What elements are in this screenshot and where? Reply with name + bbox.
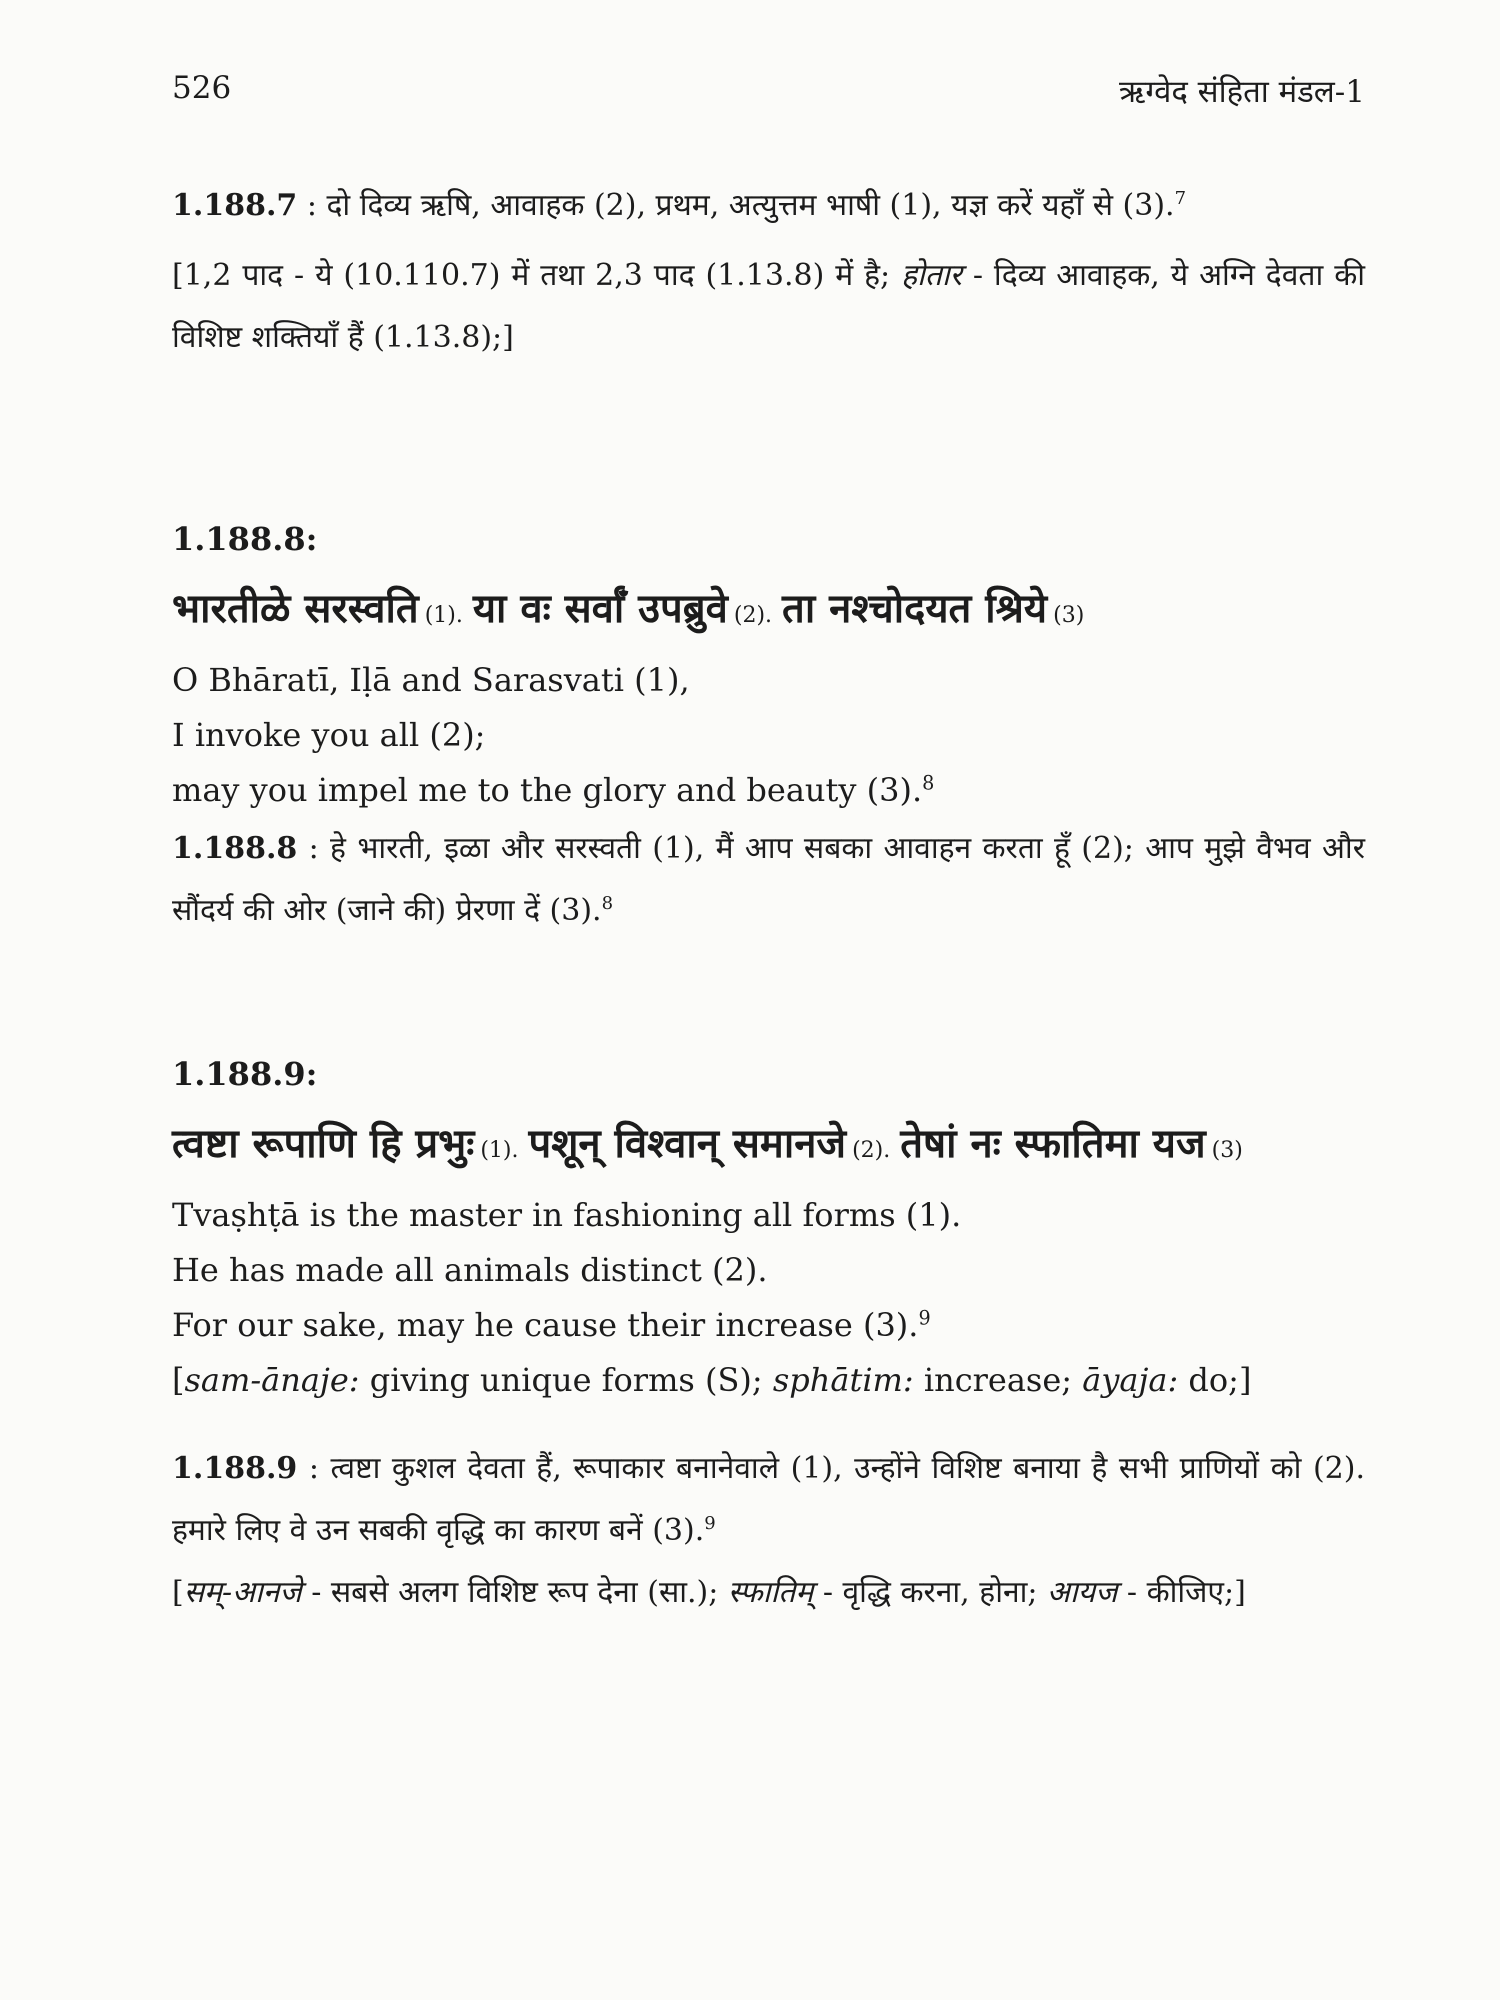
gloss-def: - वृद्धि करना, होना; <box>822 1575 1038 1610</box>
sanskrit-pada-2: या वः सर्वाँ उपब्रुवे <box>472 585 728 632</box>
gloss-def: do;] <box>1188 1361 1252 1399</box>
pada-marker: (1). <box>480 1138 519 1163</box>
english-line: He has made all animals distinct (2). <box>172 1251 768 1289</box>
verse-7-note <box>172 245 1365 369</box>
verse-8-hindi <box>172 818 1365 942</box>
sanskrit-pada-1: भारतीळे सरस्वति <box>172 585 419 632</box>
english-line: I invoke you all (2); <box>172 716 486 754</box>
english-glossary: [sam-ānaje: giving unique forms (S); sphātim: increase; āyaja: do;] <box>172 1361 1252 1399</box>
gloss-def: - कीजिए;] <box>1126 1575 1246 1610</box>
verse-9-heading: 1.188.9: <box>172 1055 318 1093</box>
running-title: ऋग्वेद संहिता मंडल-1 <box>1118 74 1365 110</box>
footnote-marker: 8 <box>601 893 614 914</box>
sanskrit-pada-3: तेषां नः स्फातिमा यज <box>900 1120 1206 1167</box>
english-line: Tvaṣhṭā is the master in fashioning all forms (1). <box>172 1196 962 1234</box>
verse-9-hindi <box>172 1438 1365 1562</box>
pada-marker: (2). <box>733 603 773 628</box>
gloss-def: increase; <box>923 1361 1073 1399</box>
verse-ref: 1.188.9 <box>172 1451 298 1486</box>
note-text: - दिव्य आवाहक, ये अग्नि देवता की विशिष्ट शक्तियाँ हैं (1.13.8);] <box>172 258 1365 355</box>
verse-9-sanskrit <box>172 1107 1365 1188</box>
verse-ref: 1.188.7 <box>172 188 298 223</box>
hindi-translation: : हे भारती, इळा और सरस्वती (1), मैं आप सबका आवाहन करता हूँ (2); आप मुझे वैभव और सौंदर्य की ओर (जाने की) प्रेरणा दें (3). <box>172 831 1365 928</box>
gloss-term: आयज <box>1047 1575 1118 1610</box>
footnote-marker: 9 <box>918 1306 931 1330</box>
gloss-term: āyaja: <box>1082 1361 1179 1399</box>
footnote-marker: 7 <box>1174 188 1187 209</box>
verse-9-section <box>172 1055 1365 1624</box>
sanskrit-pada-2: पशून् विश्वान् समानजे <box>528 1120 847 1167</box>
pada-marker: (3) <box>1053 603 1085 628</box>
gloss-term: sphātim: <box>772 1361 914 1399</box>
page-header <box>172 70 1365 120</box>
english-text: may you impel me to the glory and beauty (3). <box>172 771 923 809</box>
sanskrit-pada-1: त्वष्टा रूपाणि हि प्रभुः <box>172 1120 475 1167</box>
verse-7-hindi <box>172 175 1365 237</box>
verse-8-section <box>172 520 1365 942</box>
footnote-marker: 9 <box>704 1513 716 1534</box>
english-line: O Bhāratī, Iḷā and Sarasvati (1), <box>172 661 690 699</box>
note-text: [1,2 पाद - ये (10.110.7) में तथा 2,3 पाद (1.13.8) में है; <box>172 258 891 293</box>
hindi-glossary: [सम्-आनजे - सबसे अलग विशिष्ट रूप देना (सा.); स्फातिम् - वृद्धि करना, होना; आयज - कीजिए;] <box>172 1575 1246 1610</box>
note-term: होतार <box>901 258 962 293</box>
gloss-def: giving unique forms (S); <box>369 1361 763 1399</box>
verse-7-section <box>172 175 1365 369</box>
english-text: For our sake, may he cause their increase (3). <box>172 1306 919 1344</box>
gloss-def: - सबसे अलग विशिष्ट रूप देना (सा.); <box>311 1575 719 1610</box>
pada-marker: (1). <box>424 603 463 628</box>
english-line <box>172 763 1365 818</box>
pada-marker: (3) <box>1211 1138 1243 1163</box>
english-line <box>172 1298 1365 1353</box>
verse-8-heading: 1.188.8: <box>172 520 318 558</box>
gloss-term: sam-ānaje: <box>184 1361 360 1399</box>
verse-8-sanskrit <box>172 572 1365 653</box>
page-number: 526 <box>172 70 232 106</box>
hindi-translation: : दो दिव्य ऋषि, आवाहक (2), प्रथम, अत्युत्तम भाषी (1), यज्ञ करें यहाँ से (3). <box>306 188 1175 223</box>
footnote-marker: 8 <box>922 771 935 795</box>
hindi-translation: : त्वष्टा कुशल देवता हैं, रूपाकार बनानेवाले (1), उन्होंने विशिष्ट बनाया है सभी प्राणियों को (2). हमारे लिए वे उन सबकी वृद्धि का कारण बनें (3). <box>172 1451 1365 1548</box>
gloss-term: स्फातिम् <box>727 1575 814 1610</box>
sanskrit-pada-3: ता नश्चोदयत श्रिये <box>782 585 1048 632</box>
verse-ref: 1.188.8 <box>172 831 298 866</box>
gloss-term: सम्-आनजे <box>183 1575 302 1610</box>
pada-marker: (2). <box>852 1138 891 1163</box>
